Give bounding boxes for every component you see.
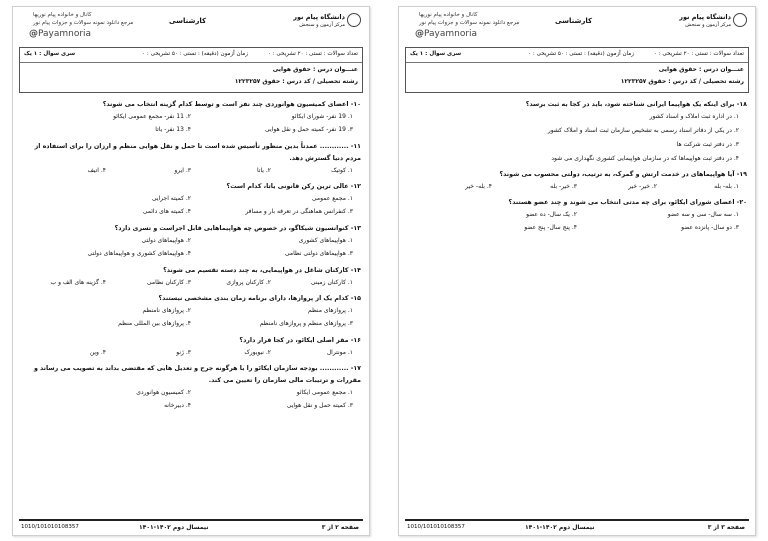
exam-center-name: مرکز آزمون و سنجش xyxy=(685,22,731,28)
option-4: ۴. پروازهای بین المللی منظم xyxy=(118,320,191,327)
option-4: ۴. پنج سال- پنج عضو xyxy=(524,224,577,231)
option-1: ۱. بله- بله xyxy=(714,183,739,190)
page-number: صفحه ۳ از ۳ xyxy=(707,524,745,531)
option-1: ۱. کوتیک xyxy=(331,167,353,174)
option-2: ۲. یاتا xyxy=(256,167,271,174)
question-text: ۱۷- ............ بودجه سازمان ایکائو را با هرگونه جرح و تعدیل هایی که مقتضی بداند به تصویب می رساند و مقررات و ترتیبات مالی سازمان را تعیین می کند. xyxy=(33,365,361,384)
degree-label: کارشناسی xyxy=(555,17,593,25)
answer-options xyxy=(21,193,361,221)
option-2: ۲. هواپیماهای دولتی xyxy=(141,237,191,244)
question-13 xyxy=(21,223,361,263)
question-11 xyxy=(21,141,361,179)
option-1: ۱. در اداره ثبت املاک و اسناد کشور xyxy=(649,113,739,120)
option-4: ۴. اتیف xyxy=(87,167,106,174)
option-2: ۲. 11 نفر- مجمع عمومی ایکائو xyxy=(113,113,191,120)
answer-options xyxy=(407,181,747,195)
question-12 xyxy=(21,181,361,221)
university-logo-icon xyxy=(733,13,747,27)
question-14 xyxy=(21,265,361,291)
question-text: ۱۶- مقر اصلی ایکائو، در کجا قرار دارد؟ xyxy=(239,337,361,344)
page-footer xyxy=(19,519,363,531)
brand-watermark: @Payamnoria xyxy=(29,29,92,39)
question-count: تعداد سوالات : تستی : ۲۰ تشریحی : ۰ xyxy=(653,51,744,57)
option-2: ۲. نیویورک xyxy=(244,349,271,356)
exam-code: 1010/101010108357 xyxy=(21,524,79,530)
degree-label: کارشناسی xyxy=(169,17,207,25)
page-header xyxy=(19,11,363,47)
option-4: ۴. گزینه های الف و ب xyxy=(50,279,106,286)
question-text: ۱۵- کدام یک از پروازها، دارای برنامه زمان بندی مشخصی نیستند؟ xyxy=(158,295,361,302)
option-4: ۴. هواپیماهای کشوری و هواپیماهای دولتی xyxy=(87,250,191,257)
university-name: دانشگاه پیام نور xyxy=(293,13,345,21)
option-3: ۳. کمیته حمل و نقل هوایی xyxy=(286,402,353,409)
question-list xyxy=(407,99,747,239)
option-4: ۴. دبیرخانه xyxy=(164,402,191,409)
option-3: ۳. هواپیماهای دولتی نظامی xyxy=(284,250,353,257)
watermark-slogan-sub: مرجع دانلود نمونه سوالات و جزوات پیام نور xyxy=(33,20,134,26)
option-1: ۱. سه سال- سی و سه عضو xyxy=(667,211,739,218)
option-4: ۴. 13 نفر- یاتا xyxy=(155,126,191,133)
option-3: ۳. دو سال- پانزده عضو xyxy=(681,224,739,231)
exam-time: زمان آزمون (دقیقه) : تستی : ۵۰ تشریحی : ۰ xyxy=(142,51,248,57)
answer-options xyxy=(21,305,361,333)
answer-options xyxy=(21,235,361,263)
question-17 xyxy=(21,363,361,415)
page-header xyxy=(405,11,749,47)
option-2: ۲. یک سال- ده عضو xyxy=(526,211,577,218)
question-text: ۱۸- برای اینکه یک هواپیما ایرانی شناخته شود، باید در کجا به ثبت برسد؟ xyxy=(525,101,747,108)
exam-page-2 xyxy=(12,6,370,536)
watermark-slogan: کانال و خانواده پیام نوریها xyxy=(419,12,478,18)
answer-options xyxy=(21,277,361,291)
answer-options xyxy=(21,347,361,361)
option-2: ۲. کمیسیون هوانوردی xyxy=(136,389,191,396)
question-10 xyxy=(21,99,361,139)
option-1: ۱. پروازهای منظم xyxy=(307,307,353,314)
question-text: ۱۹- آیا هواپیماهای در خدمت ارتش و گمرک، به ترتیب، دولتی محسوب می شوند؟ xyxy=(499,171,747,178)
option-1: ۱. کارکنان زمینی xyxy=(310,279,353,286)
page-number: صفحه ۲ از ۳ xyxy=(321,524,359,531)
page-footer xyxy=(405,519,749,531)
watermark-slogan: کانال و خانواده پیام نوریها xyxy=(33,12,92,18)
answer-options xyxy=(407,209,747,237)
course-title: عنـــوان درس : حقوق هوایی xyxy=(272,66,358,73)
question-text: ۱۱- ............ عمدتاً بدین منظور تأسیس شده است تا حمل و نقل هوایی منظم و ارزان را برای استفاده از مردم دنیا گسترش دهد. xyxy=(34,143,361,162)
question-text: ۱۲- عالی ترین رکن قانونی یاتا، کدام است؟ xyxy=(226,183,361,190)
question-18 xyxy=(407,99,747,167)
option-3: ۳. 19 نفر- کمیته حمل و نقل هوایی xyxy=(265,126,353,133)
question-text: ۲۰- اعضای شورای ایکائو، برای چه مدتی انتخاب می شوند و چند عضو هستند؟ xyxy=(508,199,747,206)
field-and-course-code: رشته تحصیلی / کد درس : حقوق ۱۲۲۳۲۵۷ xyxy=(620,78,744,85)
option-3: ۳. ایرو xyxy=(174,167,191,174)
answer-options xyxy=(21,111,361,139)
option-3: ۳. کارکنان نظامی xyxy=(146,279,191,286)
option-2: ۲. پروازهای نامنظم xyxy=(142,307,191,314)
option-1: ۱. هواپیماهای کشوری xyxy=(298,237,353,244)
divider xyxy=(406,62,748,63)
exam-time: زمان آزمون (دقیقه) : تستی : ۵۰ تشریحی : ۰ xyxy=(528,51,634,57)
brand-watermark: @Payamnoria xyxy=(415,29,478,39)
question-19 xyxy=(407,169,747,195)
divider xyxy=(20,62,362,63)
question-15 xyxy=(21,293,361,333)
option-1: ۱. مجمع عمومی xyxy=(311,195,353,202)
question-list xyxy=(21,99,361,417)
question-text: ۱۰- اعضای کمیسیون هوانوردی چند نفر است و توسط کدام گزینه انتخاب می شوند؟ xyxy=(102,101,361,108)
option-4: ۴. کمیته های دائمی xyxy=(142,208,191,215)
option-3: ۳. خیر- بله xyxy=(550,183,577,190)
question-count: تعداد سوالات : تستی : ۲۰ تشریحی : ۰ xyxy=(267,51,358,57)
option-2: ۲. کمیته اجرایی xyxy=(151,195,191,202)
option-2: ۲. خیر- خیر xyxy=(628,183,657,190)
university-logo-icon xyxy=(347,13,361,27)
exam-meta-table xyxy=(19,47,363,93)
option-2: ۲. در یکی از دفاتر اسناد رسمی به تشخیص سازمان ثبت اسناد و املاک کشور xyxy=(547,127,739,134)
question-series: سری سوال : ۱ یک xyxy=(24,51,76,57)
question-text: ۱۳- کنوانسیون شیکاگو، در خصوص چه هواپیماهایی قابل اجراست و تسری دارد؟ xyxy=(114,225,361,232)
exam-meta-table xyxy=(405,47,749,93)
option-4: ۴. بله- خیر xyxy=(465,183,492,190)
question-16 xyxy=(21,335,361,361)
option-3: ۳. پروازهای منظم و پروازهای نامنظم xyxy=(259,320,353,327)
answer-options xyxy=(21,387,361,415)
university-name: دانشگاه پیام نور xyxy=(679,13,731,21)
term-label: نیمسال دوم ۱۴۰۲-۱۴۰۱ xyxy=(139,524,209,531)
option-1: ۱. مجمع عمومی ایکائو xyxy=(296,389,353,396)
course-title: عنـــوان درس : حقوق هوایی xyxy=(658,66,744,73)
question-series: سری سوال : ۱ یک xyxy=(410,51,462,57)
term-label: نیمسال دوم ۱۴۰۲-۱۴۰۱ xyxy=(525,524,595,531)
exam-page-3 xyxy=(398,6,756,536)
watermark-slogan-sub: مرجع دانلود نمونه سوالات و جزوات پیام نور xyxy=(419,20,520,26)
option-3: ۳. ژنو xyxy=(176,349,191,356)
option-3: ۳. در دفتر ثبت شرکت ها xyxy=(676,141,739,148)
option-4: ۴. وین xyxy=(89,349,106,356)
field-and-course-code: رشته تحصیلی / کد درس : حقوق ۱۲۲۳۲۵۷ xyxy=(234,78,358,85)
option-1: ۱. مونترال xyxy=(326,349,353,356)
option-3: ۳. کنفرانس هماهنگی در تعرفه بار و مسافر xyxy=(245,208,353,215)
exam-code: 1010/101010108357 xyxy=(407,524,465,530)
exam-center-name: مرکز آزمون و سنجش xyxy=(299,22,345,28)
answer-options xyxy=(407,111,747,167)
option-4: ۴. در دفتر ثبت هواپیماها که در سازمان هواپیمایی کشوری نگهداری می شود xyxy=(551,155,739,162)
question-text: ۱۴- کارکنان شاغل در هواپیمایی، به چند دسته تقسیم می شوند؟ xyxy=(163,267,361,274)
option-2: ۲. کارکنان پروازی xyxy=(226,279,271,286)
option-1: ۱. 19 نفر- شورای ایکائو xyxy=(291,113,353,120)
answer-options xyxy=(21,165,361,179)
question-20 xyxy=(407,197,747,237)
